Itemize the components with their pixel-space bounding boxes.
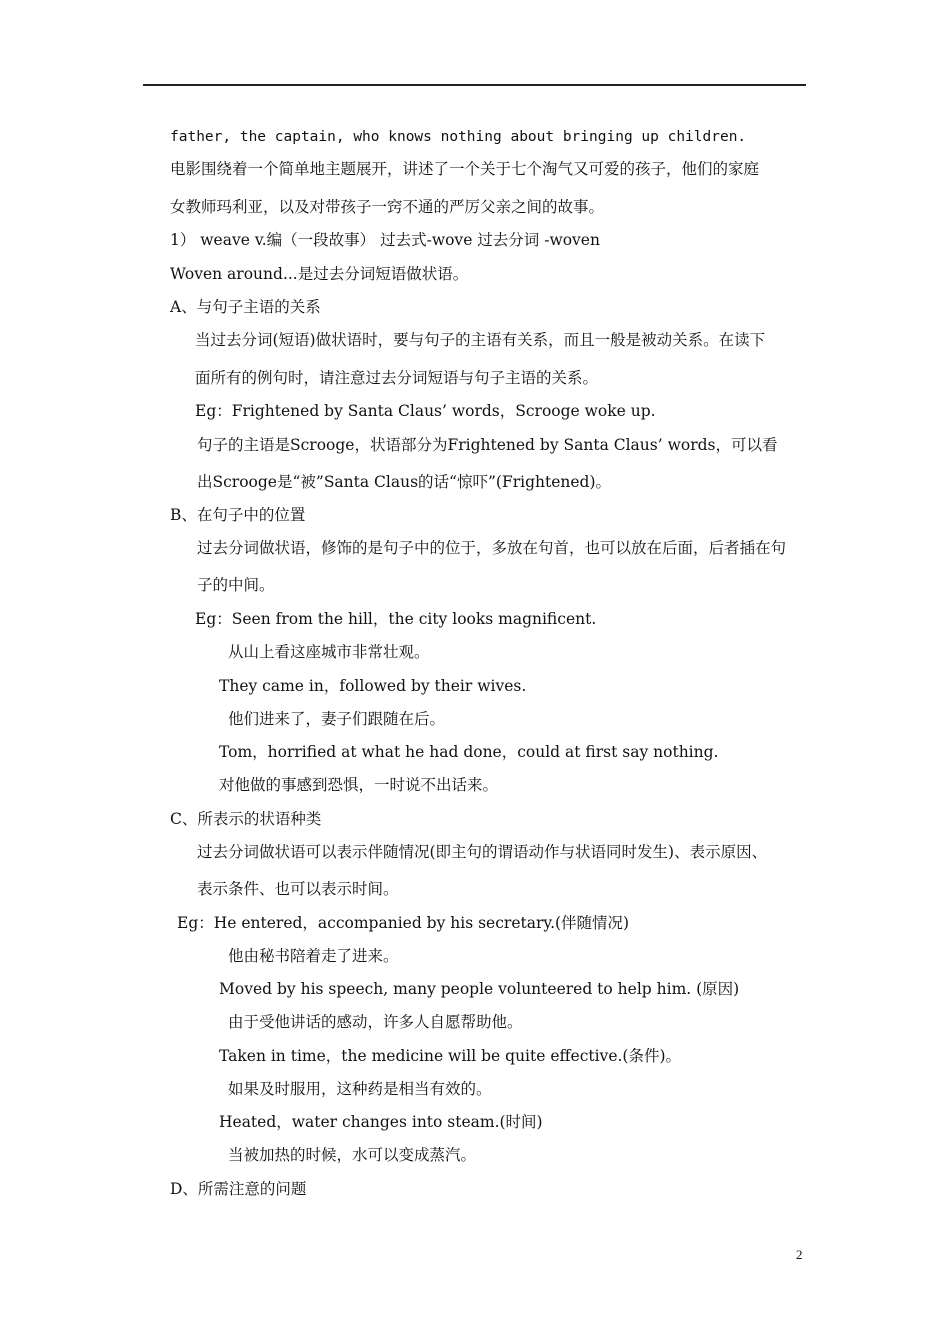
text-line: 出Scrooge是“被”Santa Claus的话“惊吓”(Frightened)。: [197, 473, 611, 491]
example-sentence: Moved by his speech, many people volunteered to help him. (原因): [219, 980, 740, 998]
text-line: 当过去分词(短语)做状语时，要与句子的主语有关系，而且一般是被动关系。在读下: [195, 331, 766, 349]
header-rule: [143, 84, 806, 86]
text-line: 子的中间。: [197, 576, 275, 594]
section-heading: B、在句子中的位置: [170, 506, 306, 524]
text-line: 过去分词做状语，修饰的是句子中的位于，多放在句首，也可以放在后面，后者插在句: [197, 539, 787, 557]
page-number: 2: [796, 1247, 803, 1262]
list-item: 1） weave v.编（一段故事） 过去式-wove 过去分词 -woven: [170, 231, 600, 249]
text-line: 句子的主语是Scrooge，状语部分为Frightened by Santa Claus’ words，可以看: [197, 436, 778, 454]
text-line: 电影围绕着一个简单地主题展开，讲述了一个关于七个淘气又可爱的孩子，他们的家庭: [170, 160, 760, 178]
translation: 对他做的事感到恐惧，一时说不出话来。: [219, 776, 499, 794]
translation: 从山上看这座城市非常壮观。: [228, 643, 430, 661]
translation: 他由秘书陪着走了进来。: [228, 947, 399, 965]
translation: 他们进来了，妻子们跟随在后。: [228, 710, 446, 728]
text-line: 面所有的例句时，请注意过去分词短语与句子主语的关系。: [195, 369, 599, 387]
text-line: Woven around...是过去分词短语做状语。: [170, 265, 469, 283]
section-heading: C、所表示的状语种类: [170, 810, 322, 828]
example-sentence: Tom，horrified at what he had done，could at first say nothing.: [219, 743, 719, 761]
example-sentence: Taken in time，the medicine will be quite effective.(条件)。: [219, 1047, 682, 1065]
text-line: 过去分词做状语可以表示伴随情况(即主句的谓语动作与状语同时发生)、表示原因、: [197, 843, 768, 861]
section-heading: D、所需注意的问题: [170, 1180, 307, 1198]
example-sentence: Eg：Frightened by Santa Claus’ words，Scrooge woke up.: [195, 402, 656, 420]
section-heading: A、与句子主语的关系: [170, 298, 321, 316]
example-sentence: They came in，followed by their wives.: [219, 677, 527, 695]
example-sentence: Heated，water changes into steam.(时间): [219, 1113, 543, 1131]
translation: 当被加热的时候，水可以变成蒸汽。: [228, 1146, 477, 1164]
text-line: father, the captain, who knows nothing about bringing up children.: [170, 129, 747, 145]
translation: 如果及时服用，这种药是相当有效的。: [228, 1080, 492, 1098]
translation: 由于受他讲话的感动，许多人自愿帮助他。: [228, 1013, 523, 1031]
text-line: 表示条件、也可以表示时间。: [197, 880, 399, 898]
example-sentence: Eg：He entered，accompanied by his secretary.(伴随情况): [177, 914, 630, 932]
example-sentence: Eg：Seen from the hill，the city looks magnificent.: [195, 610, 597, 628]
text-line: 女教师玛利亚，以及对带孩子一窍不通的严厉父亲之间的故事。: [170, 198, 605, 216]
